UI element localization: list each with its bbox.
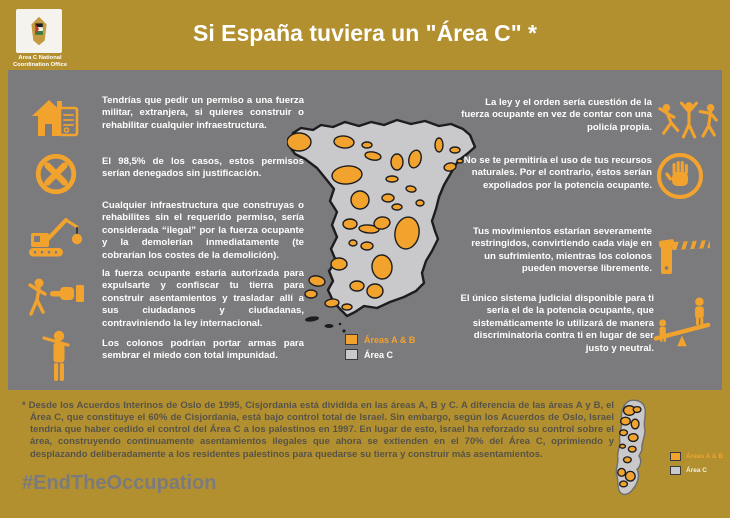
areas-ab-swatch: [345, 334, 358, 345]
areas-ab-label: Áreas A & B: [364, 334, 416, 345]
page-title: Si España tuviera un "Área C" *: [193, 20, 537, 46]
spain-map: [287, 95, 477, 335]
right-item-resources: No se te permitiría el uso de tus recursos naturales. Por el contrario, éstos serían expoliados por la potencia ocupante.: [463, 155, 652, 191]
footer-areas-ab-swatch: [670, 452, 681, 461]
permit-house-icon: [30, 94, 86, 142]
footer-legend-row-areas-ab: [670, 452, 723, 461]
map-legend: [345, 334, 415, 364]
footnote-text: * Desde los Acuerdos Interinos de Oslo de 1995, Cisjordania está dividida en las áreas A, B y C. A diferencia de las áreas A y B, el Área C, que constituye el 60% de Cisjordania, está bajo control total de Israel. Sin embargo, según los Acuerdos de Oslo, Israel tendría que haber cedido el control del Área C a los palestinos en 1997. En lugar de esto, Israel ha reforzado su control sobre el área, construyendo continuamente asentamientos ilegales que ahora se extienden en el 70% del Área C, oprimiendo y desplazando deliberadamente a los residentes palestinos para quedarse su tierra y construir más asentamientos.: [22, 400, 614, 460]
left-item-denied: El 98,5% de los casos, estos permisos serían denegados sin justificación.: [102, 156, 304, 180]
left-item-expulsion: la fuerza ocupante estaría autorizada para expulsarte y confiscar tu tierra para construir asentamientos y trasladar allí a sus ciudadanos y ciudadanas, contraviniendo la ley internacional.: [102, 268, 304, 329]
area-c-label: Área C: [364, 349, 394, 360]
footer-area-c-swatch: [670, 466, 681, 475]
unbalanced-justice-icon: [652, 295, 712, 351]
checkpoint-barrier-icon: [654, 230, 712, 280]
footer-areas-ab-label: Áreas A & B: [686, 453, 724, 460]
hashtag-end-the-occupation: #EndTheOccupation: [22, 472, 217, 494]
expulsion-hand-icon: [26, 276, 90, 320]
legend-row-areas-ab: [345, 334, 415, 345]
armed-settler-icon: [42, 328, 76, 386]
right-item-movement: Tus movimientos estarían severamente restringidos, convirtiendo cada viaje en un sufrimiento, mientras los colonos pueden moverse libremente.: [471, 226, 652, 275]
stop-hand-icon: [654, 150, 706, 202]
demolition-excavator-icon: [26, 212, 88, 260]
logo-caption: Area C National Coordination Office: [12, 55, 68, 69]
footer-legend-row-area-c: [670, 466, 723, 475]
legend-row-area-c: [345, 349, 415, 360]
right-item-police: La ley y el orden sería cuestión de la fuerza ocupante en vez de contar con una policía propia.: [461, 97, 652, 133]
police-chase-icon: [658, 98, 720, 142]
west-bank-map: [610, 396, 668, 511]
area-c-swatch: [345, 349, 358, 360]
denied-cross-icon: [32, 150, 80, 198]
left-item-armed-settlers: Los colonos podrían portar armas para sembrar el miedo con total impunidad.: [102, 338, 304, 362]
footer-map-legend: [670, 452, 723, 480]
left-item-demolition: Cualquier infraestructura que construyas o rehabilites sin el requerido permiso, sería considerada “ilegal” por la fuerza ocupante y la demolerían inmediatamente (te cobrarían los costes de la demolición).: [102, 200, 304, 261]
footer-area-c-label: Área C: [686, 467, 707, 474]
left-item-permit: Tendrías que pedir un permiso a una fuerza militar, extranjera, si quieres construir o rehabilitar cualquier infraestructura.: [102, 95, 304, 131]
right-item-justice: El único sistema judicial disponible para ti sería el de la potencia ocupante, que sistemáticamente lo utilizará de manera discriminatoria contra ti en lugar de ser justo y neutral.: [460, 293, 654, 354]
